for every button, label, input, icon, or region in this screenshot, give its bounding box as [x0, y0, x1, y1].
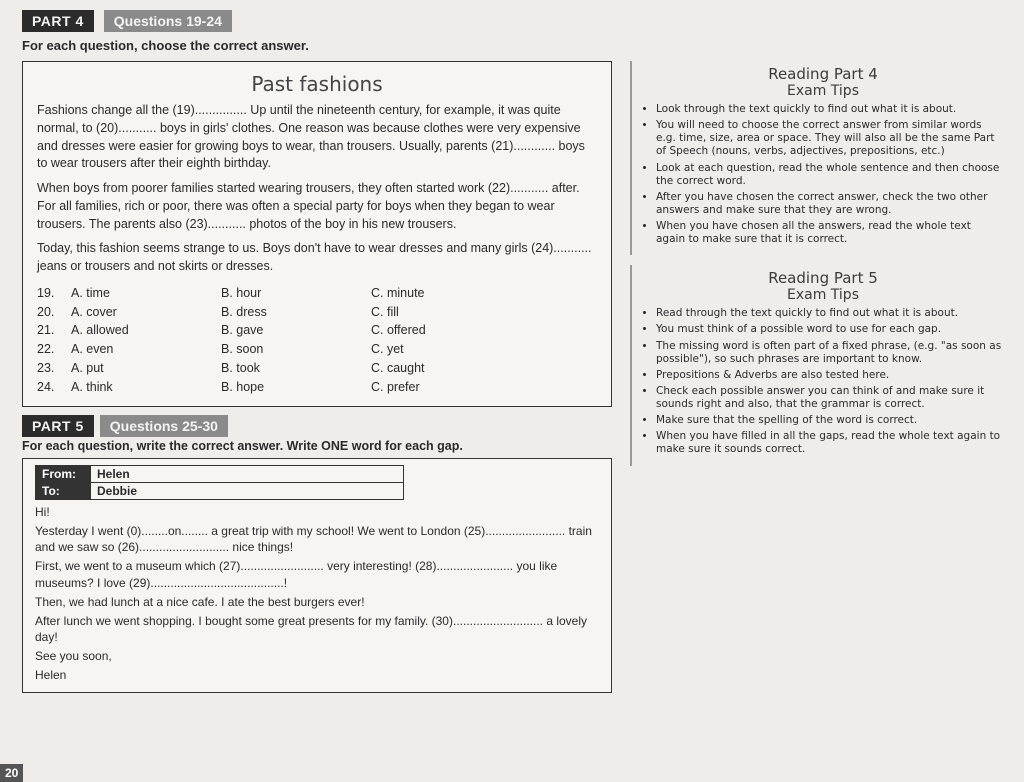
email-signoff: See you soon,	[35, 648, 112, 663]
tips4-list	[644, 103, 1002, 246]
part5-header	[22, 415, 612, 437]
page-number: 20	[0, 764, 23, 782]
answer-options	[37, 284, 597, 397]
question-number: 22.	[37, 342, 55, 356]
tips4-subtitle: Exam Tips	[787, 83, 859, 99]
tip-item: • You will need to choose the correct answer from similar words e.g. time, size, area or space. They will also all be the same Part of Speech (nouns, verbs, adjectives, prepositions, etc.)	[656, 119, 1002, 158]
tip-item: • The missing word is often part of a fixed phrase, (e.g. "as soon as possible"), so such phrases are important to know.	[656, 340, 1002, 366]
tips5-list	[644, 307, 1002, 456]
option-row-23	[37, 359, 597, 378]
tip-item: • When you have chosen all the answers, read the whole text again to make sure that it is correct.	[656, 220, 1002, 246]
tips4-title: Reading Part 4	[768, 65, 878, 83]
option-c[interactable]: C. caught	[371, 360, 425, 375]
option-a[interactable]: A. time	[71, 285, 110, 300]
option-row-22	[37, 340, 597, 359]
paragraph-1: Fashions change all the (19)............... Up until the nineteenth century, for example, it was quite normal, to (20)........... boys in girls' clothes. One reason was because clothes were very expensive and dresses were easier for growing boys to wear, than trousers. Usually, parents (21)............ boys to wear trousers after their eighth birthday.	[37, 103, 585, 171]
part5-label: PART 5	[22, 415, 94, 437]
option-c[interactable]: C. fill	[371, 304, 399, 319]
to-label: To:	[36, 483, 91, 500]
paragraph-3: Today, this fashion seems strange to us. Boys don't have to wear dresses and many girls (24)........... jeans or trousers and not skirts or dresses.	[37, 241, 592, 273]
part4-header	[22, 10, 1002, 32]
tip-item: • Prepositions & Adverbs are also tested here.	[656, 369, 1002, 382]
option-row-24	[37, 378, 597, 397]
to-value: Debbie	[91, 483, 404, 500]
option-a[interactable]: A. put	[71, 360, 104, 375]
question-number: 21.	[37, 323, 55, 338]
email-paragraph-1: Yesterday I went (0)........on........ a great trip with my school! We went to London (25)........................ train and we saw so (26)........................... nice things!	[35, 524, 592, 555]
past-fashions-box	[22, 61, 612, 407]
tip-item: • When you have filled in all the gaps, read the whole text again to make sure it sounds correct.	[656, 430, 1002, 456]
tips5-subtitle: Exam Tips	[787, 287, 859, 304]
paragraph-2: When boys from poorer families started wearing trousers, they often started work (22)........... after. For all families, rich or poor, there was often a special party for boys when they began to wear trousers. The parents also (23)........... photos of the boy in his new trousers.	[37, 181, 580, 231]
option-c[interactable]: C. minute	[371, 285, 425, 300]
option-c[interactable]: C. offered	[371, 323, 426, 338]
question-number: 19.	[37, 285, 55, 300]
option-b[interactable]: B. gave	[221, 323, 264, 338]
email-header-table	[35, 465, 404, 500]
tip-item: • Look through the text quickly to find out what it is about.	[656, 103, 1002, 116]
option-b[interactable]: B. took	[221, 360, 260, 375]
option-a[interactable]: A. cover	[71, 304, 117, 319]
option-row-21	[37, 321, 597, 340]
option-b[interactable]: B. soon	[221, 342, 264, 356]
question-number: 23.	[37, 360, 55, 375]
option-a[interactable]: A. allowed	[71, 323, 129, 338]
part4-label: PART 4	[22, 10, 94, 32]
from-label: From:	[36, 466, 91, 483]
option-c[interactable]: C. prefer	[371, 379, 420, 394]
option-row-19	[37, 284, 597, 303]
tip-item: • You must think of a possible word to use for each gap.	[656, 323, 1002, 336]
option-b[interactable]: B. hour	[221, 285, 262, 300]
tip-item: • Read through the text quickly to find out what it is about.	[656, 307, 1002, 320]
tip-item: • Make sure that the spelling of the word is correct.	[656, 414, 1002, 427]
text-title: Past fashions	[251, 72, 383, 96]
tip-item: • Look at each question, read the whole sentence and then choose the correct word.	[656, 162, 1002, 188]
email-paragraph-2: First, we went to a museum which (27)......................... very interesting! (28)....................... you like museums? I love (29)........................................!	[35, 559, 558, 590]
option-c[interactable]: C. yet	[371, 342, 404, 356]
part4-instruction: For each question, choose the correct answer.	[22, 38, 309, 53]
email-greeting: Hi!	[35, 505, 50, 520]
option-b[interactable]: B. dress	[221, 304, 267, 319]
exam-tips-part5	[630, 265, 1002, 465]
part4-questions-label: Questions 19-24	[104, 10, 232, 32]
part5-instruction: For each question, write the correct answer. Write ONE word for each gap.	[22, 439, 463, 454]
question-number: 20.	[37, 304, 55, 319]
option-b[interactable]: B. hope	[221, 379, 265, 394]
from-value: Helen	[91, 466, 404, 483]
email-paragraph-3: Then, we had lunch at a nice cafe. I ate the best burgers ever!	[35, 594, 365, 609]
part5-questions-label: Questions 25-30	[100, 415, 228, 437]
option-row-20	[37, 303, 597, 322]
email-signature: Helen	[35, 667, 67, 682]
option-a[interactable]: A. even	[71, 342, 114, 356]
email-paragraph-4: After lunch we went shopping. I bought some great presents for my family. (30)........................... a lovely day!	[35, 613, 588, 644]
question-number: 24.	[37, 379, 55, 394]
tip-item: • Check each possible answer you can think of and make sure it sounds right and also, that the grammar is correct.	[656, 385, 1002, 411]
exam-tips-part4	[630, 61, 1002, 255]
tips5-title: Reading Part 5	[768, 269, 878, 288]
email-box	[22, 458, 612, 693]
tip-item: • After you have chosen the correct answer, check the two other answers and make sure that they are wrong.	[656, 191, 1002, 217]
option-a[interactable]: A. think	[71, 379, 113, 394]
